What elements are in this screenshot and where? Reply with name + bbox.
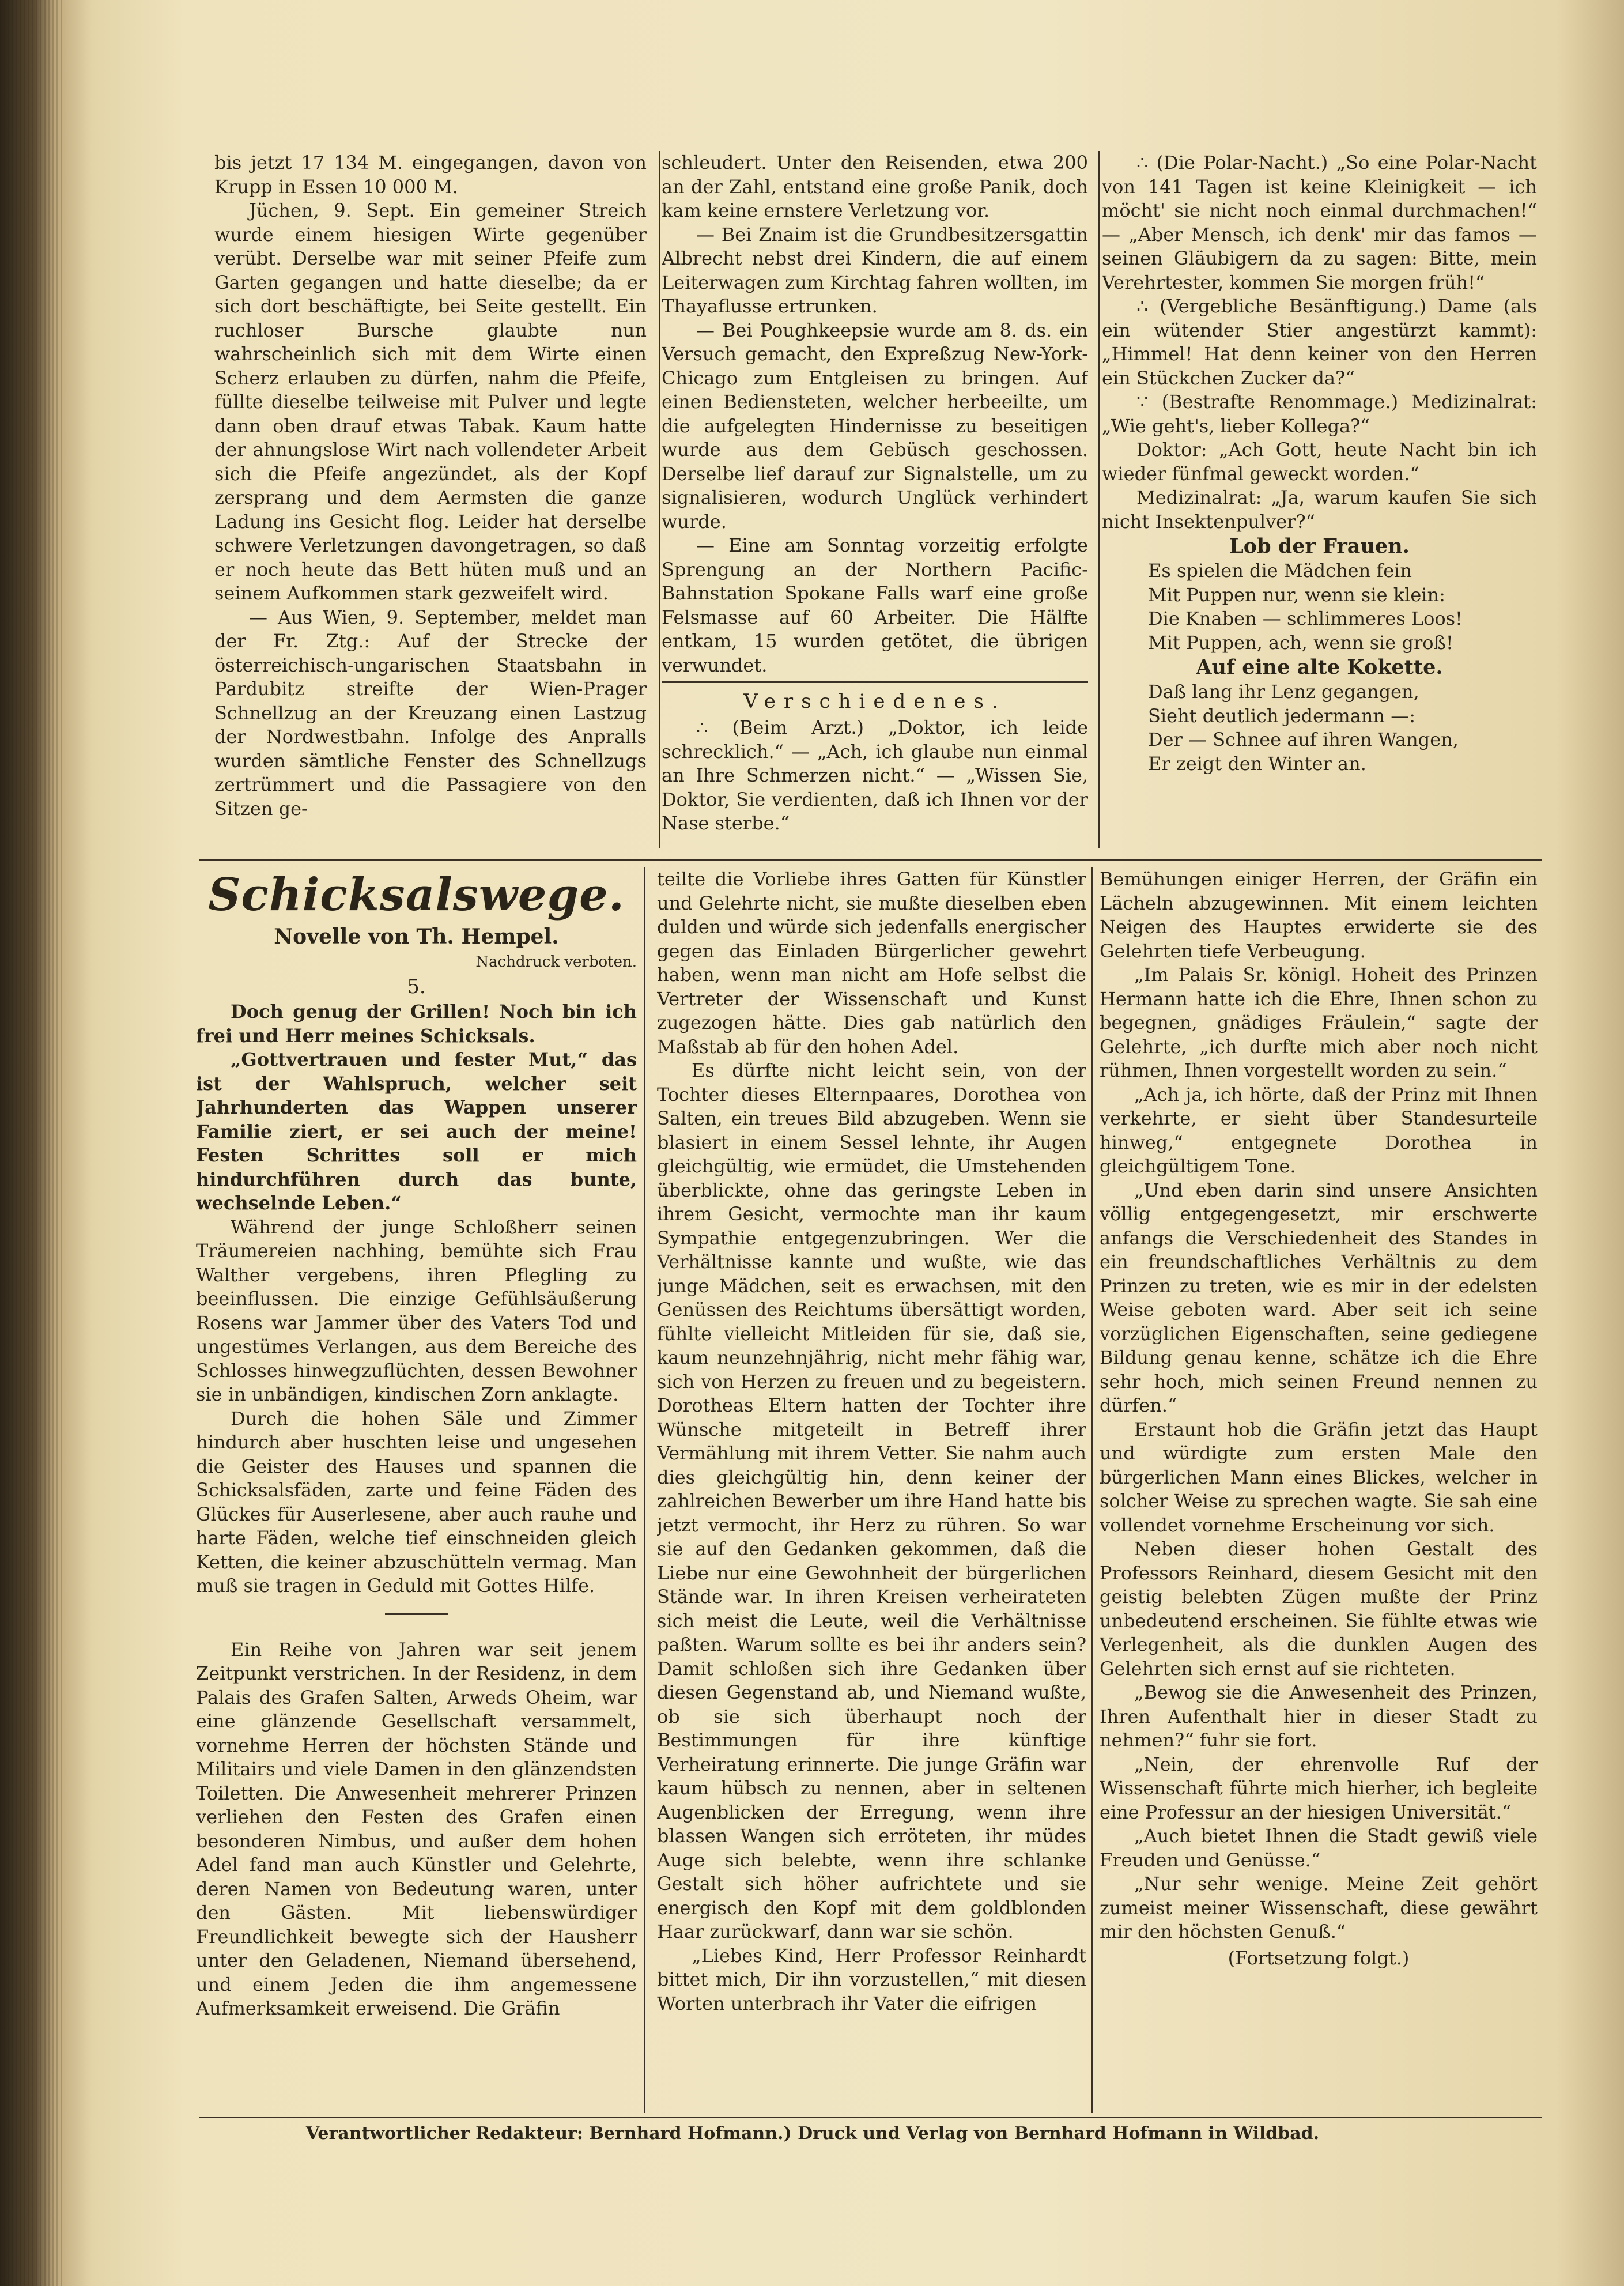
paragraph: ∴ (Vergebliche Besänftigung.) Dame (als ein wütender Stier angestürzt kammt): „Himmel! Hat denn keiner von den Herren ein Stückchen Zucker da?“ <box>1102 295 1537 389</box>
continued-notice: (Fortsetzung folgt.) <box>1228 1947 1410 1969</box>
chapter-number: 5. <box>407 975 426 998</box>
novel-column-1 <box>196 867 637 2115</box>
column-divider <box>644 867 645 2113</box>
paragraph: Ein Reihe von Jahren war seit jenem Zeitpunkt verstrichen. In der Residenz, in dem Palais des Grafen Salten, Arweds Oheim, war eine glänzende Gesellschaft versammelt, vornehme Herren der höchsten Stände und Militairs und viele Damen in den glänzendsten Toiletten. Die Anwesenheit mehrerer Prinzen verliehen den Festen des Grafen einen besonderen Nimbus, und außer dem hohen Adel fand man auch Künstler und Gelehrte, deren Namen von Bedeutung waren, unter den Gästen. Mit liebenswürdiger Freundlichkeit bewegte sich der Hausherr unter den Geladenen, Niemand übersehend, und einem Jeden die ihm angemessene Aufmerksamkeit erweisend. Die Gräfin <box>196 1638 637 2019</box>
paragraph: „Gottvertrauen und fester Mut,“ das ist der Wahlspruch, welcher seit Jahrhunderten das Wappen unserer Familie ziert, er sei auch der meine! Festen Schrittes soll er mich hindurchführen durch das bunte, wechselnde Leben.“ <box>196 1048 637 1214</box>
poem-title-alte-kokette: Auf eine alte Kokette. <box>1196 655 1443 679</box>
poem-title-lob-der-frauen: Lob der Frauen. <box>1229 534 1410 558</box>
poem-line: Sieht deutlich jedermann —: <box>1148 704 1415 727</box>
novel-title: Schicksalswege. <box>208 869 625 921</box>
top-column-3 <box>1102 151 1537 851</box>
paragraph: ∵ (Bestrafte Renommage.) Medizinalrat: „Wie geht's, lieber Kollega?“ <box>1102 391 1537 437</box>
scene-break-rule <box>385 1613 448 1615</box>
paragraph: ∴ (Die Polar-Nacht.) „So eine Polar-Nacht von 141 Tagen ist keine Kleinigkeit — ich möcht' sie nicht noch einmal durchmachen!“ — „Aber Mensch, ich denk' mir das famos — seinen Gläubigern da zu sagen: Bitte, mein Verehrtester, kommen Sie morgen früh!“ <box>1102 152 1537 293</box>
paragraph: ∴ (Beim Arzt.) „Doktor, ich leide schrecklich.“ — „Ach, ich glaube nun einmal an Ihre Schmerzen nicht.“ — „Wissen Sie, Doktor, Sie verdienten, daß ich Ihnen vor der Nase sterbe.“ <box>662 716 1088 834</box>
paragraph: „Bewog sie die Anwesenheit des Prinzen, Ihren Aufenthalt hier in dieser Stadt zu nehmen?“ fuhr sie fort. <box>1100 1681 1538 1751</box>
paragraph: Medizinalrat: „Ja, warum kaufen Sie sich nicht Insektenpulver?“ <box>1102 486 1537 533</box>
paragraph: Neben dieser hohen Gestalt des Professors Reinhard, diesem Gesicht mit den geistig belebten Zügen mußte der Prinz unbedeutend erscheinen. Sie fühlte etwas wie Verlegenheit, als die dunklen Augen des Gelehrten sich ernst auf sie richteten. <box>1100 1538 1538 1680</box>
column-divider <box>1098 151 1100 848</box>
paragraph: schleudert. Unter den Reisenden, etwa 200 an der Zahl, entstand eine große Panik, doch kam keine ernstere Verletzung vor. <box>662 152 1088 221</box>
paragraph: bis jetzt 17 134 M. eingegangen, davon von Krupp in Essen 10 000 M. <box>214 152 647 198</box>
vermischtes-section <box>662 687 1088 851</box>
poem-line: Daß lang ihr Lenz gegangen, <box>1148 681 1419 703</box>
novel-text-part-3 <box>1100 867 1538 1944</box>
reprint-notice: Nachdruck verboten. <box>475 953 637 971</box>
poem-line: Es spielen die Mädchen fein <box>1148 560 1412 582</box>
novel-author: Novelle von Th. Hempel. <box>274 925 559 949</box>
paragraph: „Im Palais Sr. königl. Hoheit des Prinzen Hermann hatte ich die Ehre, Ihnen schon zu begegnen, gnädiges Fräulein,“ sagte der Gelehrte, „ich durfte mich aber noch nicht rühmen, Ihnen vorgestellt worden zu sein.“ <box>1100 964 1538 1081</box>
column-divider <box>659 151 660 848</box>
anecdotes <box>1102 151 1537 534</box>
paragraph: Jüchen, 9. Sept. Ein gemeiner Streich wurde einem hiesigen Wirte gegenüber verübt. Derselbe war mit seiner Pfeife zum Garten gegangen und hatte dieselbe; da er sich dort beschäftigte, bei Seite gestellt. Ein ruchloser Bursche glaubte nun wahrscheinlich sich mit dem Wirte einen Scherz erlauben zu dürfen, nahm die Pfeife, füllte dieselbe teilweise mit Pulver und legte dann oben drauf etwas Tabak. Kaum hatte der ahnungslose Wirt nach vollendeter Arbeit sich die Pfeife angezündet, als der Kopf zersprang und dem Aermsten die ganze Ladung ins Gesicht flog. Leider hat derselbe schwere Verletzungen davongetragen, so daß er noch heute das Bett hüten muß und an seinem Aufkommen stark gezweifelt wird. <box>214 199 647 604</box>
paragraph: — Eine am Sonntag vorzeitig erfolgte Sprengung an der Northern Pacific-Bahnstation Spokane Falls warf eine große Felsmasse auf 60 Arbeiter. Die Hälfte entkam, 15 wurden getötet, die übrigen verwundet. <box>662 534 1088 676</box>
paragraph: „Nur sehr wenige. Meine Zeit gehört zumeist meiner Wissenschaft, diese gewährt mir den höchsten Genuß.“ <box>1100 1873 1538 1942</box>
paragraph: Doktor: „Ach Gott, heute Nacht bin ich wieder fünfmal geweckt worden.“ <box>1102 439 1537 485</box>
top-column-2 <box>662 151 1088 678</box>
novel-text-part-2 <box>196 1638 637 2021</box>
poem-line: Die Knaben — schlimmeres Loos! <box>1148 608 1463 629</box>
top-column-1 <box>214 151 647 851</box>
poem-lob-der-frauen <box>1102 559 1537 655</box>
page-horizontal-rule <box>199 859 1542 861</box>
vermischtes-body <box>662 716 1088 836</box>
novel-column-2 <box>657 867 1086 2115</box>
poem-line: Er zeigt den Winter an. <box>1148 752 1366 775</box>
poem-line: Der — Schnee auf ihren Wangen, <box>1148 729 1459 750</box>
paragraph: „Liebes Kind, Herr Professor Reinhardt bittet mich, Dir ihn vorzustellen,“ mit diesen Worten unterbrach ihr Vater die eifrigen <box>657 1944 1086 2015</box>
paragraph: Es dürfte nicht leicht sein, von der Tochter dieses Elternpaares, Dorothea von Salten, ein treues Bild abzugeben. Wenn sie blasiert in einem Sessel lehnte, ihr Augen gleichgültig, wie ermüdet, die Umstehenden überblickte, ohne das geringste Leben in ihrem Gesicht, vermochte man ihr kaum Sympathie entgegenzubringen. Wer die Verhältnisse kannte und wußte, wie das junge Mädchen, seit es erwachsen, mit den Genüssen des Reichtums übersättigt worden, fühlte vielleicht Mitleiden für sie, daß sie, kaum neunzehnjährig, nicht mehr fähig war, sich von Herzen zu freuen und zu begeistern. Dorotheas Eltern hatten der Tochter ihre Wünsche mitgeteilt in Betreff ihrer Vermählung mit ihrem Vetter. Sie nahm auch dies gleichgültig hin, denn keiner der zahlreichen Bewerber um ihre Hand hatte bis jetzt vermocht, ihr Herz zu rühren. So war sie auf den Gedanken gekommen, daß die Liebe nur eine Gewohnheit der bürgerlichen Stände war. In ihren Kreisen verheirateten sich meist die Leute, weil die Verhältnisse paßten. Warum sollte es bei ihr anders sein? Damit schloßen sich ihre Gedanken über diesen Gegenstand ab, und Niemand wußte, ob sie sich überhaupt noch der Bestimmungen für ihre künftige Verheiratung erinnerte. Die junge Gräfin war kaum hübsch zu nennen, aber in seltenen Augenblicken der Erregung, wenn ihre blassen Wangen sich erröteten, ihr müdes Auge sich belebte, wenn ihre schlanke Gestalt sich höher aufrichtete und sie energisch den Kopf mit dem goldblonden Haar zurückwarf, dann war sie schön. <box>657 1059 1086 1942</box>
paragraph: „Ach ja, ich hörte, daß der Prinz mit Ihnen verkehrte, er sieht über Standesurteile hinweg,“ entgegnete Dorothea in gleichgültigem Tone. <box>1100 1083 1538 1177</box>
paragraph: — Bei Znaim ist die Grundbesitzersgattin Albrecht nebst drei Kindern, die auf einem Leiterwagen zum Kirchtag fahren wollten, im Thayaflusse ertrunken. <box>662 223 1088 317</box>
book-spine-gutter <box>0 0 63 2286</box>
footer-rule <box>199 2117 1542 2118</box>
paragraph: Bemühungen einiger Herren, der Gräfin ein Lächeln abzugewinnen. Mit einem leichten Neigen des Hauptes erwiderte sie des Gelehrten tiefe Verbeugung. <box>1100 868 1538 962</box>
novel-column-3 <box>1100 867 1538 2115</box>
column-divider <box>1091 867 1093 2113</box>
vermischtes-heading: Verschiedenes. <box>743 690 1006 713</box>
paragraph: — Bei Poughkeepsie wurde am 8. ds. ein Versuch gemacht, den Expreßzug New-York-Chicago zum Entgleisen zu bringen. Auf einen Bediensteten, welcher herbeeilte, um die aufgelegten Hindernisse zu beseitigen wurde aus dem Gebüsch geschossen. Derselbe lief darauf zur Signalstelle, um zu signalisieren, wodurch Unglück verhindert wurde. <box>662 319 1088 533</box>
section-divider <box>662 681 1088 683</box>
paragraph: Erstaunt hob die Gräfin jetzt das Haupt und würdigte zum ersten Male den bürgerlichen Mann eines Blickes, welcher in solcher Weise zu sprechen wagte. Sie sah eine vollendet vornehme Erscheinung vor sich. <box>1100 1418 1538 1536</box>
poem-line: Mit Puppen, ach, wenn sie groß! <box>1148 631 1453 654</box>
imprint-footer: Verantwortlicher Redakteur: Bernhard Hofmann.) Druck und Verlag von Bernhard Hofmann in Wildbad. <box>305 2123 1320 2144</box>
novel-text-part-1 <box>196 1000 637 1598</box>
poem-line: Mit Puppen nur, wenn sie klein: <box>1148 583 1445 606</box>
paragraph: Doch genug der Grillen! Noch bin ich frei und Herr meines Schicksals. <box>196 1001 637 1047</box>
poem-alte-kokette <box>1102 680 1537 776</box>
paragraph: „Auch bietet Ihnen die Stadt gewiß viele Freuden und Genüsse.“ <box>1100 1825 1538 1871</box>
paragraph: „Und eben darin sind unsere Ansichten völlig entgegengesetzt, mir erschwerte anfangs die Verschiedenheit des Standes in ein freundschaftliches Verhältnis zu dem Prinzen zu treten, wie es mir in der edelsten Weise geboten ward. Aber seit ich seine vorzüglichen Eigenschaften, seine gediegene Bildung genau kenne, schätze ich die Ehre sehr hoch, mich seinen Freund nennen zu dürfen.“ <box>1100 1179 1538 1416</box>
paragraph: — Aus Wien, 9. September, meldet man der Fr. Ztg.: Auf der Strecke der österreichisch-ungarischen Staatsbahn in Pardubitz streifte der Wien-Prager Schnellzug an der Kreuzang einen Lastzug der Nordwestbahn. Infolge des Anpralls wurden sämtliche Fenster des Schnellzugs zertrümmert und die Passagiere von den Sitzen ge- <box>214 606 647 820</box>
paragraph: Durch die hohen Säle und Zimmer hindurch aber huschten leise und ungesehen die Geister des Hauses und spannen die Schicksalsfäden, zarte und feine Fäden des Glückes für Auserlesene, aber auch rauhe und harte Fäden, welche tief einschneiden gleich Ketten, die keiner abzuschütteln vermag. Man muß sie tragen in Geduld mit Gottes Hilfe. <box>196 1407 637 1597</box>
paragraph: „Nein, der ehrenvolle Ruf der Wissenschaft führte mich hierher, ich begleite eine Professur an der hiesigen Universität.“ <box>1100 1753 1538 1823</box>
paragraph: Während der junge Schloßherr seinen Träumereien nachhing, bemühte sich Frau Walther vergebens, ihren Pflegling zu beeinflussen. Die einzige Gefühlsäußerung Rosens war Jammer über des Vaters Tod und ungestümes Verlangen, aus dem Bereiche des Schlosses hinwegzuflüchten, dessen Bewohner sie in unbändigen, kindischen Zorn anklagte. <box>196 1216 637 1405</box>
paragraph: teilte die Vorliebe ihres Gatten für Künstler und Gelehrte nicht, sie mußte dieselben eben dulden und würde sich jedenfalls energischer gegen das Einladen Bürgerlicher gewehrt haben, wenn man nicht am Hofe selbst die Vertreter der Wissenschaft und Kunst zugezogen hätte. Dies gab natürlich den Maßstab ab für den hohen Adel. <box>657 868 1086 1058</box>
